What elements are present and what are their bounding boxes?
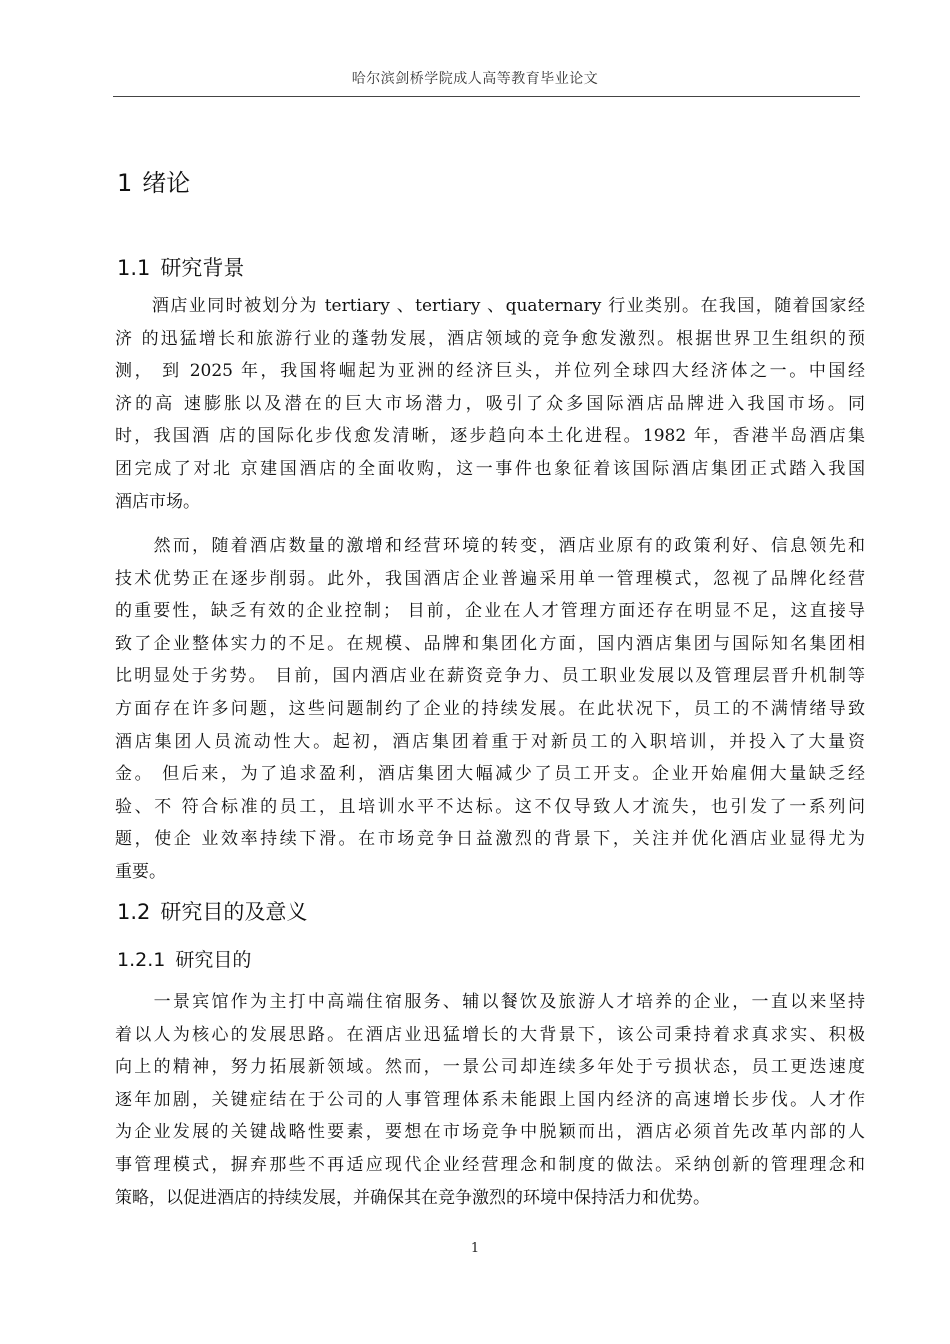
subsection-title: 研究目的 [175, 949, 252, 971]
paragraph-line: 酒店集团人员流动性大。起初，酒店集团着重于对新员工的入职培训，并投入了大量资 [115, 731, 865, 752]
background-paragraph-2 [115, 530, 865, 889]
paragraph-line: 题，使企 业效率持续下滑。在市场竞争日益激烈的背景下，关注并优化酒店业显得尤为 [115, 829, 865, 850]
paragraph-line: 向上的精神，努力拓展新领域。然而，一景公司却连续多年处于亏损状态，员工更迭速度 [115, 1057, 865, 1078]
page-number: 1 [470, 1241, 480, 1256]
paragraph-line: 一景宾馆作为主打中高端住宿服务、辅以餐饮及旅游人才培养的企业，一直以来坚持 [115, 992, 865, 1012]
paragraph-line: 事管理模式，摒弃那些不再适应现代企业经营理念和制度的做法。采纳创新的管理理念和 [115, 1154, 865, 1175]
paragraph-line: 时，我国酒 店的国际化步伐愈发清晰，逐步趋向本土化进程。1982 年，香港半岛酒店集 [115, 426, 865, 447]
paragraph-line: 方面存在许多问题，这些问题制约了企业的持续发展。在此状况下，员工的不满情绪导致 [115, 698, 865, 719]
paragraph-line: 策略，以促进酒店的持续发展，并确保其在竞争激烈的环境中保持活力和优势。 [115, 1187, 710, 1208]
section-number: 1.2 [117, 900, 151, 924]
chapter-number: 1 [117, 169, 133, 197]
paragraph-line: 为企业发展的关键战略性要素，要想在市场竞争中脱颖而出，酒店必须首先改革内部的人 [115, 1122, 865, 1143]
background-paragraph-1 [115, 290, 865, 518]
paragraph-line: 济的高 速膨胀以及潜在的巨大市场潜力，吸引了众多国际酒店品牌进入我国市场。同 [115, 393, 865, 414]
paragraph-line: 然而，随着酒店数量的激增和经营环境的转变，酒店业原有的政策利好、信息领先和 [115, 536, 865, 556]
section-number: 1.1 [117, 256, 151, 280]
paragraph-line: 济 的迅猛增长和旅游行业的蓬勃发展，酒店领域的竞争愈发激烈。根据世界卫生组织的预 [115, 328, 865, 349]
section-heading-1-1 [117, 252, 244, 282]
paragraph-line: 比明显处于劣势。 目前，国内酒店业在薪资竞争力、员工职业发展以及管理层晋升机制等 [115, 666, 865, 687]
paragraph-line: 酒店市场。 [115, 491, 200, 512]
paragraph-line: 着以人为核心的发展思路。在酒店业迅猛增长的大背景下，该公司秉持着求真求实、积极 [115, 1024, 865, 1045]
paragraph-line: 逐年加剧，关键症结在于公司的人事管理体系未能跟上国内经济的高速增长步伐。人才作 [115, 1089, 865, 1110]
paragraph-line: 团完成了对北 京建国酒店的全面收购，这一事件也象征着该国际酒店集团正式踏入我国 [115, 458, 865, 479]
paragraph-line: 重要。 [115, 861, 166, 882]
section-title: 研究背景 [160, 256, 245, 280]
paragraph-line: 验、不 符合标准的员工，且培训水平不达标。这不仅导致人才流失，也引发了一系列问 [115, 796, 865, 817]
section-heading-1-2 [117, 896, 307, 926]
paragraph-line: 技术优势正在逐步削弱。此外，我国酒店企业普遍采用单一管理模式，忽视了品牌化经营 [115, 568, 865, 589]
chapter-title: 绪论 [142, 169, 191, 197]
paragraph-line: 金。 但后来，为了追求盈利，酒店集团大幅减少了员工开支。企业开始雇佣大量缺乏经 [115, 764, 865, 785]
subsection-number: 1.2.1 [117, 949, 166, 971]
running-header: 哈尔滨剑桥学院成人高等教育毕业论文 [351, 71, 599, 87]
purpose-paragraph [115, 986, 865, 1214]
header-rule [113, 96, 860, 97]
paragraph-line: 的重要性，缺乏有效的企业控制； 目前，企业在人才管理方面还存在明显不足，这直接导 [115, 601, 865, 622]
chapter-heading [117, 163, 190, 198]
section-title: 研究目的及意义 [160, 900, 308, 924]
paragraph-line: 酒店业同时被划分为 tertiary 、tertiary 、quaternary 行业类别。在我国，随着国家经 [115, 296, 865, 316]
subsection-heading-1-2-1 [117, 945, 251, 972]
paragraph-line: 测， 到 2025 年，我国将崛起为亚洲的经济巨头，并位列全球四大经济体之一。中国经 [115, 361, 865, 382]
paragraph-line: 致了企业整体实力的不足。在规模、品牌和集团化方面，国内酒店集团与国际知名集团相 [115, 633, 865, 654]
